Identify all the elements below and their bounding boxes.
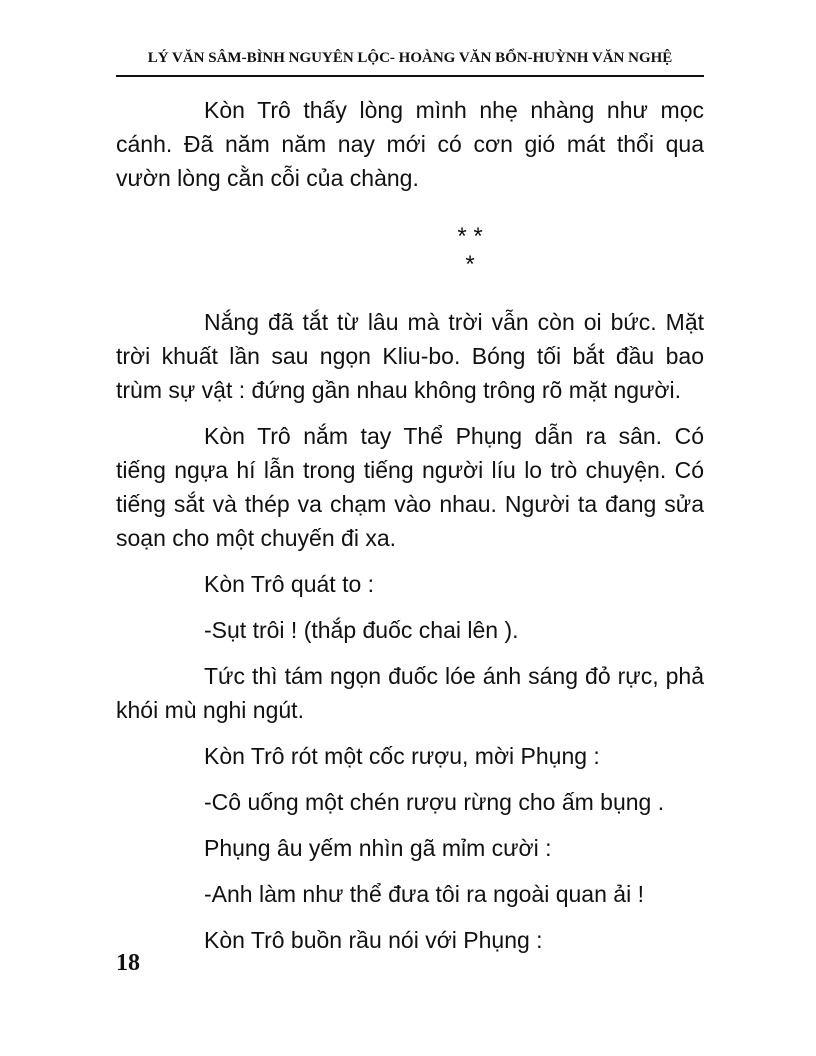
paragraph: Tức thì tám ngọn đuốc lóe ánh sáng đỏ rực, phả khói mù nghi ngút. bbox=[116, 663, 704, 723]
asterism-line-1: * * bbox=[457, 223, 483, 250]
page-number: 18 bbox=[116, 950, 140, 976]
running-header: LÝ VĂN SÂM-BÌNH NGUYÊN LỘC- HOÀNG VĂN BỔN-HUỲNH VĂN NGHỆ bbox=[147, 50, 673, 66]
paragraph: Nắng đã tắt từ lâu mà trời vẫn còn oi bức. Mặt trời khuất lần sau ngọn Kliu-bo. Bóng tối bắt đầu bao trùm sự vật : đứng gần nhau không trông rõ mặt người. bbox=[116, 309, 704, 403]
paragraph: Kòn Trô nắm tay Thể Phụng dẫn ra sân. Có tiếng ngựa hí lẫn trong tiếng người líu lo trò chuyện. Có tiếng sắt và thép va chạm vào nhau. Người ta đang sửa soạn cho một chuyến đi xa. bbox=[116, 423, 704, 551]
paragraph: Kòn Trô quát to : bbox=[204, 571, 375, 597]
paragraph: -Sụt trôi ! (thắp đuốc chai lên ). bbox=[204, 617, 519, 643]
paragraph: -Cô uống một chén rượu rừng cho ấm bụng . bbox=[204, 789, 665, 815]
paragraph: Phụng âu yếm nhìn gã mỉm cười : bbox=[204, 835, 552, 861]
asterism-line-2: * bbox=[465, 251, 475, 278]
header-rule bbox=[116, 75, 704, 77]
body-text bbox=[116, 93, 704, 957]
paragraph: Kòn Trô buồn rầu nói với Phụng : bbox=[204, 927, 543, 953]
paragraph: Kòn Trô thấy lòng mình nhẹ nhàng như mọc cánh. Đã năm năm nay mới có cơn gió mát thổi qua vườn lòng cằn cỗi của chàng. bbox=[116, 97, 704, 191]
paragraph: Kòn Trô rót một cốc rượu, mời Phụng : bbox=[204, 743, 600, 769]
section-break bbox=[116, 223, 704, 279]
paragraph: -Anh làm như thể đưa tôi ra ngoài quan ải ! bbox=[204, 881, 644, 907]
